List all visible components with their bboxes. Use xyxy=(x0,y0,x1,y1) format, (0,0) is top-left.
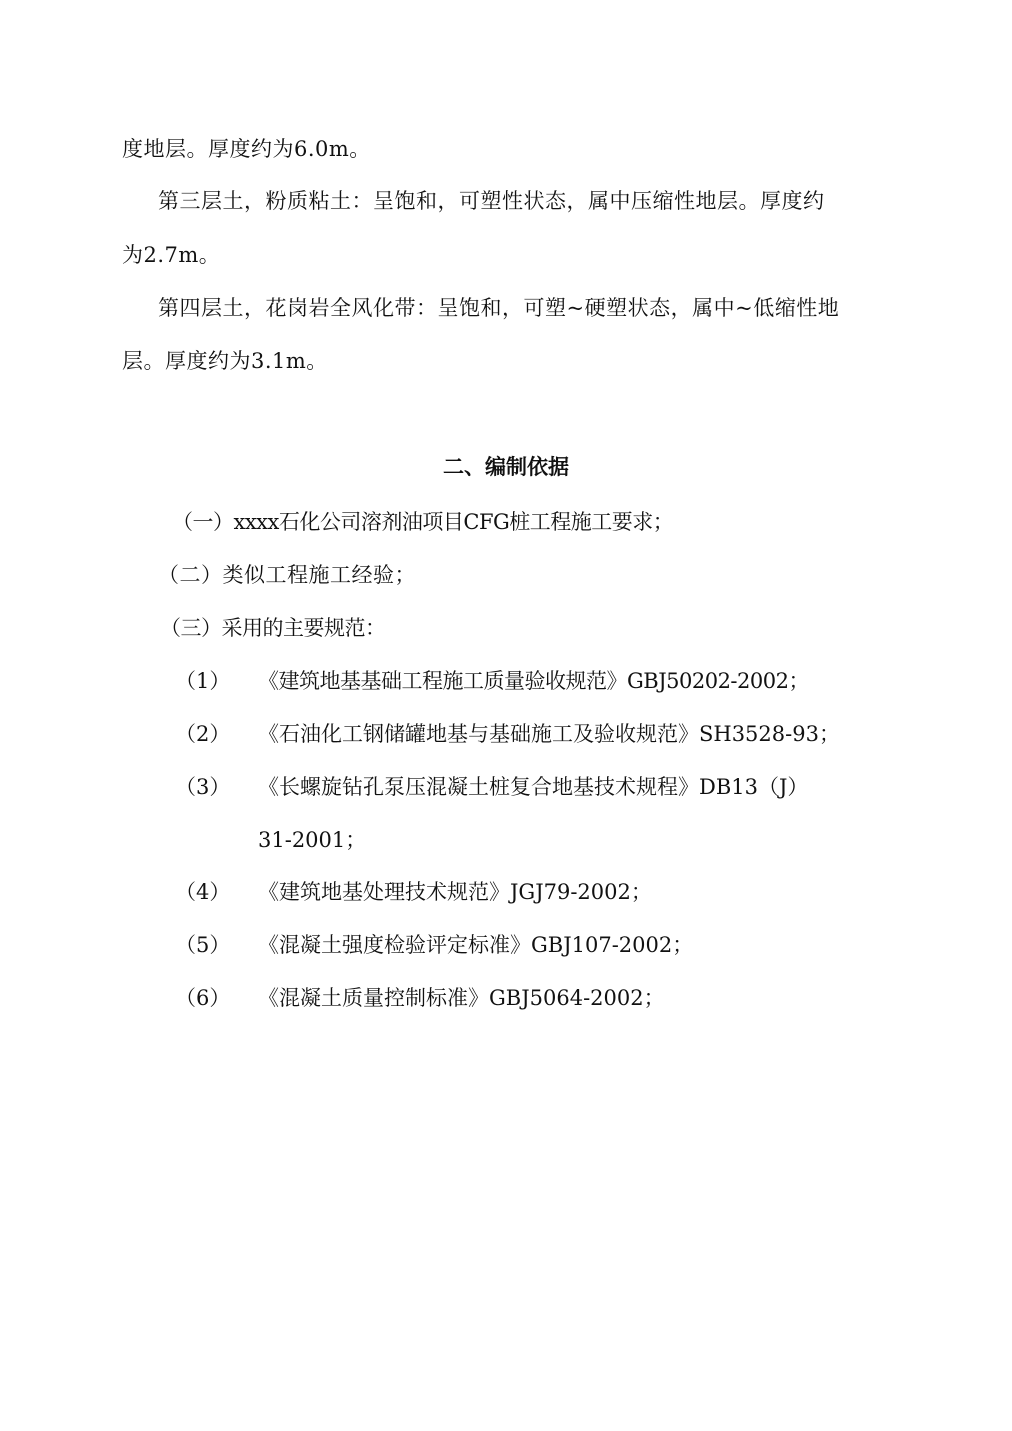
reference-text: 《长螺旋钻孔泵压混凝土桩复合地基技术规程》DB13（J） xyxy=(258,775,809,799)
paragraph-layer3-line2: 为2.7m。 xyxy=(122,243,221,267)
paragraph-layer2-end: 度地层。厚度约为6.0m。 xyxy=(122,137,371,161)
section-heading: 二、编制依据 xyxy=(443,455,569,479)
basis-item-3: （三）采用的主要规范： xyxy=(160,616,386,640)
basis-item-1: （一）xxxx石化公司溶剂油项目CFG桩工程施工要求； xyxy=(172,510,674,534)
reference-text: 《混凝土强度检验评定标准》GBJ107-2002； xyxy=(258,933,694,957)
reference-text: 《建筑地基处理技术规范》JGJ79-2002； xyxy=(258,880,652,904)
reference-number: （4） xyxy=(175,880,231,904)
reference-text: 《石油化工钢储罐地基与基础施工及验收规范》SH3528-93； xyxy=(258,722,840,746)
reference-text: 《混凝土质量控制标准》GBJ5064-2002； xyxy=(258,986,665,1010)
reference-number: （2） xyxy=(175,722,231,746)
reference-text: 《建筑地基基础工程施工质量验收规范》GBJ50202-2002； xyxy=(258,669,809,693)
reference-text-continuation: 31-2001； xyxy=(258,828,367,852)
paragraph-layer4-line2: 层。厚度约为3.1m。 xyxy=(122,349,328,373)
paragraph-layer4-line1: 第四层土，花岗岩全风化带：呈饱和，可塑~硬塑状态，属中~低缩性地 xyxy=(158,296,840,320)
basis-item-2: （二）类似工程施工经验； xyxy=(158,563,416,587)
reference-number: （1） xyxy=(175,669,231,693)
reference-number: （3） xyxy=(175,775,231,799)
reference-number: （5） xyxy=(175,933,231,957)
reference-number: （6） xyxy=(175,986,231,1010)
paragraph-layer3-line1: 第三层土，粉质粘土：呈饱和，可塑性状态，属中压缩性地层。厚度约 xyxy=(158,189,825,213)
